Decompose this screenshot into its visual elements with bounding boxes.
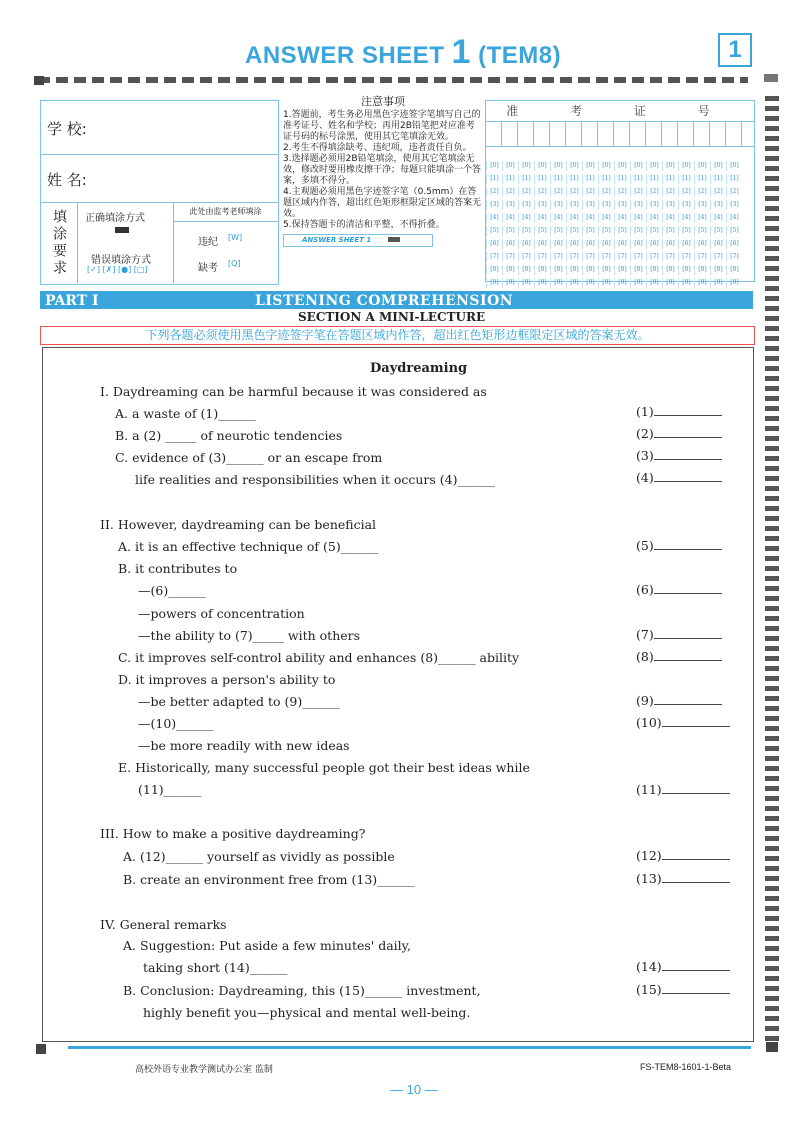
exam-id-bubble[interactable]: [7]: [566, 252, 582, 262]
answer-blank-13[interactable]: [636, 871, 730, 886]
outline-line: —be better adapted to (9)______: [138, 694, 340, 709]
correct-fill-label: 正确填涂方式: [85, 213, 145, 224]
exam-id-bubble[interactable]: [6]: [486, 239, 502, 249]
exam-id-digit-row: [486, 165, 754, 182]
exam-id-bubble[interactable]: [9]: [614, 278, 630, 288]
exam-id-bubble[interactable]: [8]: [614, 265, 630, 275]
proctor-label: 此处由监考老师填涂: [173, 203, 278, 222]
exam-id-bubble[interactable]: [3]: [598, 200, 614, 210]
answer-blank-14[interactable]: [636, 959, 730, 974]
note-item: 3.选择题必须用2B铅笔填涂，使用其它笔填涂无效，修改时要用橡皮擦干净；每题只能填涂一个答案，多填不得分。: [283, 154, 482, 186]
exam-id-bubble[interactable]: [2]: [566, 187, 582, 197]
exam-id-bubble[interactable]: [6]: [678, 239, 694, 249]
exam-id-bubble[interactable]: [2]: [710, 187, 726, 197]
exam-id-bubble[interactable]: [1]: [710, 174, 726, 184]
exam-id-bubble[interactable]: [8]: [486, 265, 502, 275]
answer-blank-2[interactable]: [636, 426, 722, 441]
exam-id-bubble[interactable]: [3]: [486, 200, 502, 210]
violation-bubble[interactable]: [W]: [228, 233, 243, 242]
exam-id-bubble[interactable]: [3]: [630, 200, 646, 210]
exam-id-bubble[interactable]: [4]: [646, 213, 662, 223]
outline-line: —the ability to (7)_____ with others: [138, 628, 361, 643]
exam-id-bubble[interactable]: [3]: [726, 200, 742, 210]
answer-num: (3): [636, 448, 654, 463]
exam-id-bubble[interactable]: [5]: [534, 226, 550, 236]
answer-num: (4): [636, 470, 654, 485]
exam-id-bubble[interactable]: [9]: [518, 278, 534, 288]
exam-id-bubble[interactable]: [4]: [630, 213, 646, 223]
exam-id-bubble[interactable]: [5]: [694, 226, 710, 236]
exam-id-bubble[interactable]: [0]: [502, 161, 518, 171]
exam-id-bubble[interactable]: [1]: [646, 174, 662, 184]
exam-id-bubble[interactable]: [6]: [566, 239, 582, 249]
answer-blank-4[interactable]: [636, 470, 722, 485]
exam-id-bubble[interactable]: [5]: [646, 226, 662, 236]
answer-num: (12): [636, 848, 662, 863]
exam-id-bubble[interactable]: [5]: [614, 226, 630, 236]
exam-id-bubble[interactable]: [9]: [534, 278, 550, 288]
notes-panel: [283, 96, 483, 247]
exam-id-bubble[interactable]: [7]: [550, 252, 566, 262]
exam-id-bubble[interactable]: [3]: [582, 200, 598, 210]
exam-id-bubble[interactable]: [6]: [550, 239, 566, 249]
exam-id-bubble[interactable]: [1]: [662, 174, 678, 184]
answer-blank-12[interactable]: [636, 848, 730, 863]
exam-id-bubble[interactable]: [5]: [598, 226, 614, 236]
exam-id-bubble[interactable]: [9]: [678, 278, 694, 288]
exam-id-bubble[interactable]: [6]: [646, 239, 662, 249]
outline-line: —(6)______: [138, 583, 206, 598]
exam-id-bubble[interactable]: [1]: [614, 174, 630, 184]
exam-id-bubble[interactable]: [7]: [534, 252, 550, 262]
exam-id-bubble[interactable]: [9]: [566, 278, 582, 288]
exam-id-bubble[interactable]: [0]: [694, 161, 710, 171]
instruction-banner: 下列各题必须使用黑色字迹签字笔在答题区域内作答，超出红色矩形边框限定区域的答案无效。: [40, 326, 755, 345]
violation-label: 违纪: [198, 237, 218, 248]
exam-id-bubble[interactable]: [5]: [726, 226, 742, 236]
exam-id-label: 准 考 证 号: [486, 101, 754, 122]
exam-id-bubble[interactable]: [4]: [486, 213, 502, 223]
exam-id-bubble[interactable]: [6]: [726, 239, 742, 249]
exam-id-bubble[interactable]: [3]: [694, 200, 710, 210]
footer-code: FS-TEM8-1601-1-Beta: [640, 1062, 732, 1072]
exam-id-bubble[interactable]: [0]: [534, 161, 550, 171]
exam-id-bubble[interactable]: [2]: [678, 187, 694, 197]
exam-id-bubble[interactable]: [7]: [726, 252, 742, 262]
exam-id-bubble[interactable]: [4]: [534, 213, 550, 223]
exam-id-bubble[interactable]: [7]: [710, 252, 726, 262]
exam-id-bubble[interactable]: [9]: [630, 278, 646, 288]
exam-id-bubble[interactable]: [2]: [582, 187, 598, 197]
exam-id-bubble[interactable]: [9]: [550, 278, 566, 288]
exam-id-bubble[interactable]: [0]: [710, 161, 726, 171]
exam-id-bubble[interactable]: [6]: [518, 239, 534, 249]
answer-num: (5): [636, 538, 654, 553]
title-prefix: ANSWER SHEET: [245, 42, 445, 69]
exam-id-bubble[interactable]: [3]: [662, 200, 678, 210]
answer-blank-6[interactable]: [636, 582, 722, 597]
answer-num: (15): [636, 982, 662, 997]
exam-id-bubble[interactable]: [4]: [726, 213, 742, 223]
exam-id-bubble[interactable]: [4]: [710, 213, 726, 223]
answer-blank-7[interactable]: [636, 627, 722, 642]
exam-id-bubble[interactable]: [6]: [694, 239, 710, 249]
outline-line: (11)______: [138, 782, 202, 797]
exam-id-bubble[interactable]: [0]: [486, 161, 502, 171]
exam-id-bubble[interactable]: [8]: [534, 265, 550, 275]
exam-id-bubble[interactable]: [5]: [502, 226, 518, 236]
outline-line: C. it improves self-control ability and enhances (8)______ ability: [118, 650, 520, 665]
exam-id-bubble[interactable]: [6]: [582, 239, 598, 249]
answer-num: (2): [636, 426, 654, 441]
outline-line: I. Daydreaming can be harmful because it was considered as: [100, 384, 487, 399]
exam-id-bubble[interactable]: [4]: [662, 213, 678, 223]
exam-id-digit-row: [486, 217, 754, 234]
exam-id-bubble[interactable]: [5]: [710, 226, 726, 236]
part-name: LISTENING COMPREHENSION: [255, 293, 514, 309]
exam-id-bubble[interactable]: [2]: [598, 187, 614, 197]
exam-id-bubble[interactable]: [3]: [518, 200, 534, 210]
exam-id-bubble[interactable]: [7]: [662, 252, 678, 262]
exam-id-bubble[interactable]: [2]: [614, 187, 630, 197]
answer-blank-10[interactable]: [636, 715, 730, 730]
corner-mark: [36, 1044, 46, 1054]
exam-id-bubble[interactable]: [7]: [614, 252, 630, 262]
exam-id-bubble[interactable]: [0]: [726, 161, 742, 171]
outline-line: B. a (2) _____ of neurotic tendencies: [115, 428, 343, 443]
section-label: SECTION A MINI-LECTURE: [298, 310, 486, 324]
exam-id-bubble[interactable]: [1]: [486, 174, 502, 184]
exam-id-bubble[interactable]: [3]: [550, 200, 566, 210]
exam-id-bubble[interactable]: [3]: [614, 200, 630, 210]
note-item: 1.答题前，考生务必用黑色字迹签字笔填写自己的准考证号、姓名和学校；再用2B铅笔把对应准考证号码的标号涂黑，使用其它笔填涂无效。: [283, 110, 481, 142]
exam-id-bubble[interactable]: [4]: [678, 213, 694, 223]
answer-num: (6): [636, 582, 654, 597]
corner-mark: [764, 74, 778, 82]
outline-line: taking short (14)______: [143, 960, 288, 975]
notes-heading: 注意事项: [361, 95, 405, 108]
exam-id-bubble[interactable]: [2]: [486, 187, 502, 197]
footer-publisher: 高校外语专业教学测试办公室 监制: [135, 1065, 273, 1075]
exam-id-bubble[interactable]: [6]: [614, 239, 630, 249]
note-item: 5.保持答题卡的清洁和平整，不得折叠。: [283, 220, 445, 230]
exam-id-bubble[interactable]: [4]: [694, 213, 710, 223]
exam-id-bubble[interactable]: [2]: [694, 187, 710, 197]
outline-line: —powers of concentration: [138, 606, 305, 621]
exam-id-bubble[interactable]: [8]: [630, 265, 646, 275]
name-label: 姓 名:: [47, 171, 87, 189]
exam-id-bubble[interactable]: [9]: [662, 278, 678, 288]
part-label: PART I: [45, 293, 99, 309]
exam-id-bubble[interactable]: [0]: [646, 161, 662, 171]
exam-id-bubble[interactable]: [7]: [646, 252, 662, 262]
sheet-tag-text: ANSWER SHEET 1: [302, 236, 372, 244]
exam-id-bubble[interactable]: [2]: [646, 187, 662, 197]
outline-line: B. Conclusion: Daydreaming, this (15)______ investment,: [123, 983, 481, 998]
note-item: 4.主观题必须用黑色字迹签字笔（0.5mm）在答题区域内作答，超出红色矩形框限定区域的答案无效。: [283, 187, 482, 219]
exam-id-bubble[interactable]: [2]: [630, 187, 646, 197]
exam-id-bubble[interactable]: [4]: [518, 213, 534, 223]
exam-id-bubble[interactable]: [9]: [582, 278, 598, 288]
exam-id-bubble[interactable]: [8]: [518, 265, 534, 275]
outline-line: A. (12)______ yourself as vividly as possible: [123, 849, 395, 864]
exam-id-bubble[interactable]: [0]: [598, 161, 614, 171]
answer-num: (7): [636, 627, 654, 642]
exam-id-digit-row: [486, 152, 754, 169]
note-item: 2.考生不得填涂缺考、违纪项，违者责任自负。: [283, 143, 472, 153]
corner-mark: [34, 76, 44, 85]
exam-id-bubble[interactable]: [8]: [662, 265, 678, 275]
exam-id-bubble[interactable]: [9]: [694, 278, 710, 288]
exam-id-bubble[interactable]: [5]: [582, 226, 598, 236]
exam-id-bubble[interactable]: [9]: [710, 278, 726, 288]
exam-id-bubble[interactable]: [5]: [678, 226, 694, 236]
exam-id-bubble[interactable]: [7]: [518, 252, 534, 262]
exam-id-bubble[interactable]: [7]: [630, 252, 646, 262]
exam-id-bubble[interactable]: [6]: [630, 239, 646, 249]
outline-line: III. How to make a positive daydreaming?: [100, 826, 366, 841]
exam-id-bubble[interactable]: [4]: [614, 213, 630, 223]
exam-id-bubble[interactable]: [8]: [646, 265, 662, 275]
exam-id-bubble[interactable]: [3]: [710, 200, 726, 210]
page-number: — 10 —: [390, 1082, 438, 1097]
exam-id-bubble[interactable]: [1]: [726, 174, 742, 184]
answer-num: (11): [636, 782, 662, 797]
exam-id-bubble[interactable]: [1]: [598, 174, 614, 184]
exam-id-bubble[interactable]: [8]: [710, 265, 726, 275]
exam-id-bubble[interactable]: [7]: [486, 252, 502, 262]
answer-num: (8): [636, 649, 654, 664]
exam-id-bubble[interactable]: [5]: [662, 226, 678, 236]
exam-id-bubble[interactable]: [5]: [550, 226, 566, 236]
exam-id-bubble[interactable]: [3]: [502, 200, 518, 210]
bottom-rule: [68, 1046, 751, 1049]
exam-id-bubble[interactable]: [2]: [726, 187, 742, 197]
school-label: 学 校:: [47, 120, 87, 138]
exam-id-bubble[interactable]: [2]: [518, 187, 534, 197]
fill-requirement-label: 填涂要求: [41, 203, 78, 283]
absent-label: 缺考: [198, 263, 218, 274]
sheet-tag-mark: [388, 237, 400, 242]
exam-id-bubble[interactable]: [6]: [662, 239, 678, 249]
wrong-fill-examples: [✓] [✗] [●] [□]: [87, 265, 148, 274]
answer-num: (13): [636, 871, 662, 886]
exam-id-bubble[interactable]: [0]: [614, 161, 630, 171]
exam-id-bubble[interactable]: [9]: [726, 278, 742, 288]
exam-id-bubble[interactable]: [6]: [534, 239, 550, 249]
exam-id-bubble[interactable]: [8]: [726, 265, 742, 275]
exam-id-bubble[interactable]: [5]: [566, 226, 582, 236]
sheet-number-box: 1: [718, 33, 752, 67]
outline-line: D. it improves a person's ability to: [118, 672, 336, 687]
outline-line: —be more readily with new ideas: [138, 738, 350, 753]
exam-id-bubble[interactable]: [0]: [566, 161, 582, 171]
exam-id-bubble[interactable]: [9]: [646, 278, 662, 288]
exam-id-digit-row: [486, 230, 754, 247]
outline-line: life realities and responsibilities when it occurs (4)______: [135, 472, 495, 487]
exam-id-bubble[interactable]: [8]: [694, 265, 710, 275]
exam-id-bubble[interactable]: [4]: [550, 213, 566, 223]
lecture-title: Daydreaming: [370, 361, 468, 376]
timing-marks-top: [38, 77, 748, 83]
exam-id-bubble[interactable]: [2]: [550, 187, 566, 197]
answer-num: (1): [636, 404, 654, 419]
correct-fill-example: [115, 227, 129, 233]
wrong-fill-label: 错误填涂方式: [91, 255, 151, 266]
exam-id-bubble[interactable]: [0]: [550, 161, 566, 171]
exam-id-bubble[interactable]: [7]: [598, 252, 614, 262]
answer-num: (14): [636, 959, 662, 974]
exam-id-bubble[interactable]: [9]: [486, 278, 502, 288]
exam-id-bubble[interactable]: [8]: [550, 265, 566, 275]
exam-id-digit-row: [486, 191, 754, 208]
exam-id-bubble[interactable]: [9]: [502, 278, 518, 288]
exam-id-bubble[interactable]: [6]: [710, 239, 726, 249]
exam-id-bubble[interactable]: [4]: [502, 213, 518, 223]
exam-id-bubble[interactable]: [1]: [566, 174, 582, 184]
exam-id-bubble[interactable]: [7]: [582, 252, 598, 262]
exam-id-digit-row: [486, 269, 754, 286]
answer-num: (10): [636, 715, 662, 730]
answer-blank-9[interactable]: [636, 693, 722, 708]
exam-id-bubble[interactable]: [5]: [630, 226, 646, 236]
student-info-box: [40, 100, 279, 285]
exam-id-digit-row: [486, 204, 754, 221]
exam-id-bubbles[interactable]: [486, 147, 754, 286]
answer-blank-5[interactable]: [636, 538, 722, 553]
exam-id-bubble[interactable]: [5]: [518, 226, 534, 236]
exam-id-bubble[interactable]: [8]: [582, 265, 598, 275]
outline-line: highly benefit you—physical and mental well-being.: [143, 1005, 471, 1020]
school-field[interactable]: [41, 101, 278, 155]
absent-bubble[interactable]: [Q]: [228, 259, 241, 268]
answer-blank-8[interactable]: [636, 649, 722, 664]
exam-id-bubble[interactable]: [4]: [566, 213, 582, 223]
exam-id-bubble[interactable]: [1]: [550, 174, 566, 184]
exam-id-bubble[interactable]: [8]: [678, 265, 694, 275]
exam-id-bubble[interactable]: [3]: [566, 200, 582, 210]
name-field[interactable]: [41, 154, 278, 203]
outline-line: C. evidence of (3)______ or an escape from: [115, 450, 383, 465]
exam-id-digit-row: [486, 243, 754, 260]
exam-id-bubble[interactable]: [1]: [694, 174, 710, 184]
exam-id-write-boxes[interactable]: [486, 122, 754, 147]
title-number: 1: [451, 33, 471, 71]
outline-line: B. create an environment free from (13)______: [123, 872, 415, 887]
outline-line: E. Historically, many successful people got their best ideas while: [118, 760, 530, 775]
exam-id-bubble[interactable]: [2]: [502, 187, 518, 197]
exam-id-bubble[interactable]: [8]: [598, 265, 614, 275]
exam-id-bubble[interactable]: [9]: [598, 278, 614, 288]
exam-id-bubble[interactable]: [7]: [694, 252, 710, 262]
exam-id-bubble[interactable]: [7]: [678, 252, 694, 262]
title-suffix: (TEM8): [478, 42, 562, 69]
outline-line: IV. General remarks: [100, 917, 227, 932]
exam-id-bubble[interactable]: [4]: [582, 213, 598, 223]
sheet-tag: [283, 234, 433, 247]
answer-blank-15[interactable]: [636, 982, 730, 997]
exam-id-bubble[interactable]: [0]: [518, 161, 534, 171]
sheet-title: [245, 33, 561, 72]
exam-id-bubble[interactable]: [1]: [534, 174, 550, 184]
outline-line: A. a waste of (1)______: [115, 406, 256, 421]
answer-blank-1[interactable]: [636, 404, 722, 419]
exam-id-bubble[interactable]: [0]: [678, 161, 694, 171]
answer-blank-11[interactable]: [636, 782, 730, 797]
exam-id-bubble[interactable]: [0]: [582, 161, 598, 171]
timing-marks-right: [765, 96, 779, 1046]
exam-id-bubble[interactable]: [4]: [598, 213, 614, 223]
exam-id-bubble[interactable]: [6]: [502, 239, 518, 249]
outline-line: B. it contributes to: [118, 561, 238, 576]
exam-id-bubble[interactable]: [0]: [630, 161, 646, 171]
exam-id-bubble[interactable]: [1]: [502, 174, 518, 184]
exam-id-bubble[interactable]: [6]: [598, 239, 614, 249]
exam-id-bubble[interactable]: [0]: [662, 161, 678, 171]
exam-id-bubble[interactable]: [8]: [502, 265, 518, 275]
exam-id-grid: [485, 100, 755, 286]
exam-id-bubble[interactable]: [2]: [662, 187, 678, 197]
outline-line: II. However, daydreaming can be beneficial: [100, 517, 377, 532]
corner-mark: [766, 1042, 778, 1052]
exam-id-bubble[interactable]: [8]: [566, 265, 582, 275]
outline-line: —(10)______: [138, 716, 214, 731]
exam-id-bubble[interactable]: [2]: [534, 187, 550, 197]
exam-id-bubble[interactable]: [5]: [486, 226, 502, 236]
exam-id-digit-row: [486, 178, 754, 195]
exam-id-bubble[interactable]: [1]: [518, 174, 534, 184]
exam-id-digit-row: [486, 256, 754, 273]
exam-id-bubble[interactable]: [1]: [630, 174, 646, 184]
exam-id-bubble[interactable]: [1]: [678, 174, 694, 184]
exam-id-bubble[interactable]: [7]: [502, 252, 518, 262]
exam-id-bubble[interactable]: [1]: [582, 174, 598, 184]
exam-id-bubble[interactable]: [3]: [534, 200, 550, 210]
outline-line: A. Suggestion: Put aside a few minutes' daily,: [123, 938, 412, 953]
answer-num: (9): [636, 693, 654, 708]
outline-line: A. it is an effective technique of (5)______: [118, 539, 379, 554]
exam-id-bubble[interactable]: [3]: [678, 200, 694, 210]
exam-id-bubble[interactable]: [3]: [646, 200, 662, 210]
answer-blank-3[interactable]: [636, 448, 722, 463]
